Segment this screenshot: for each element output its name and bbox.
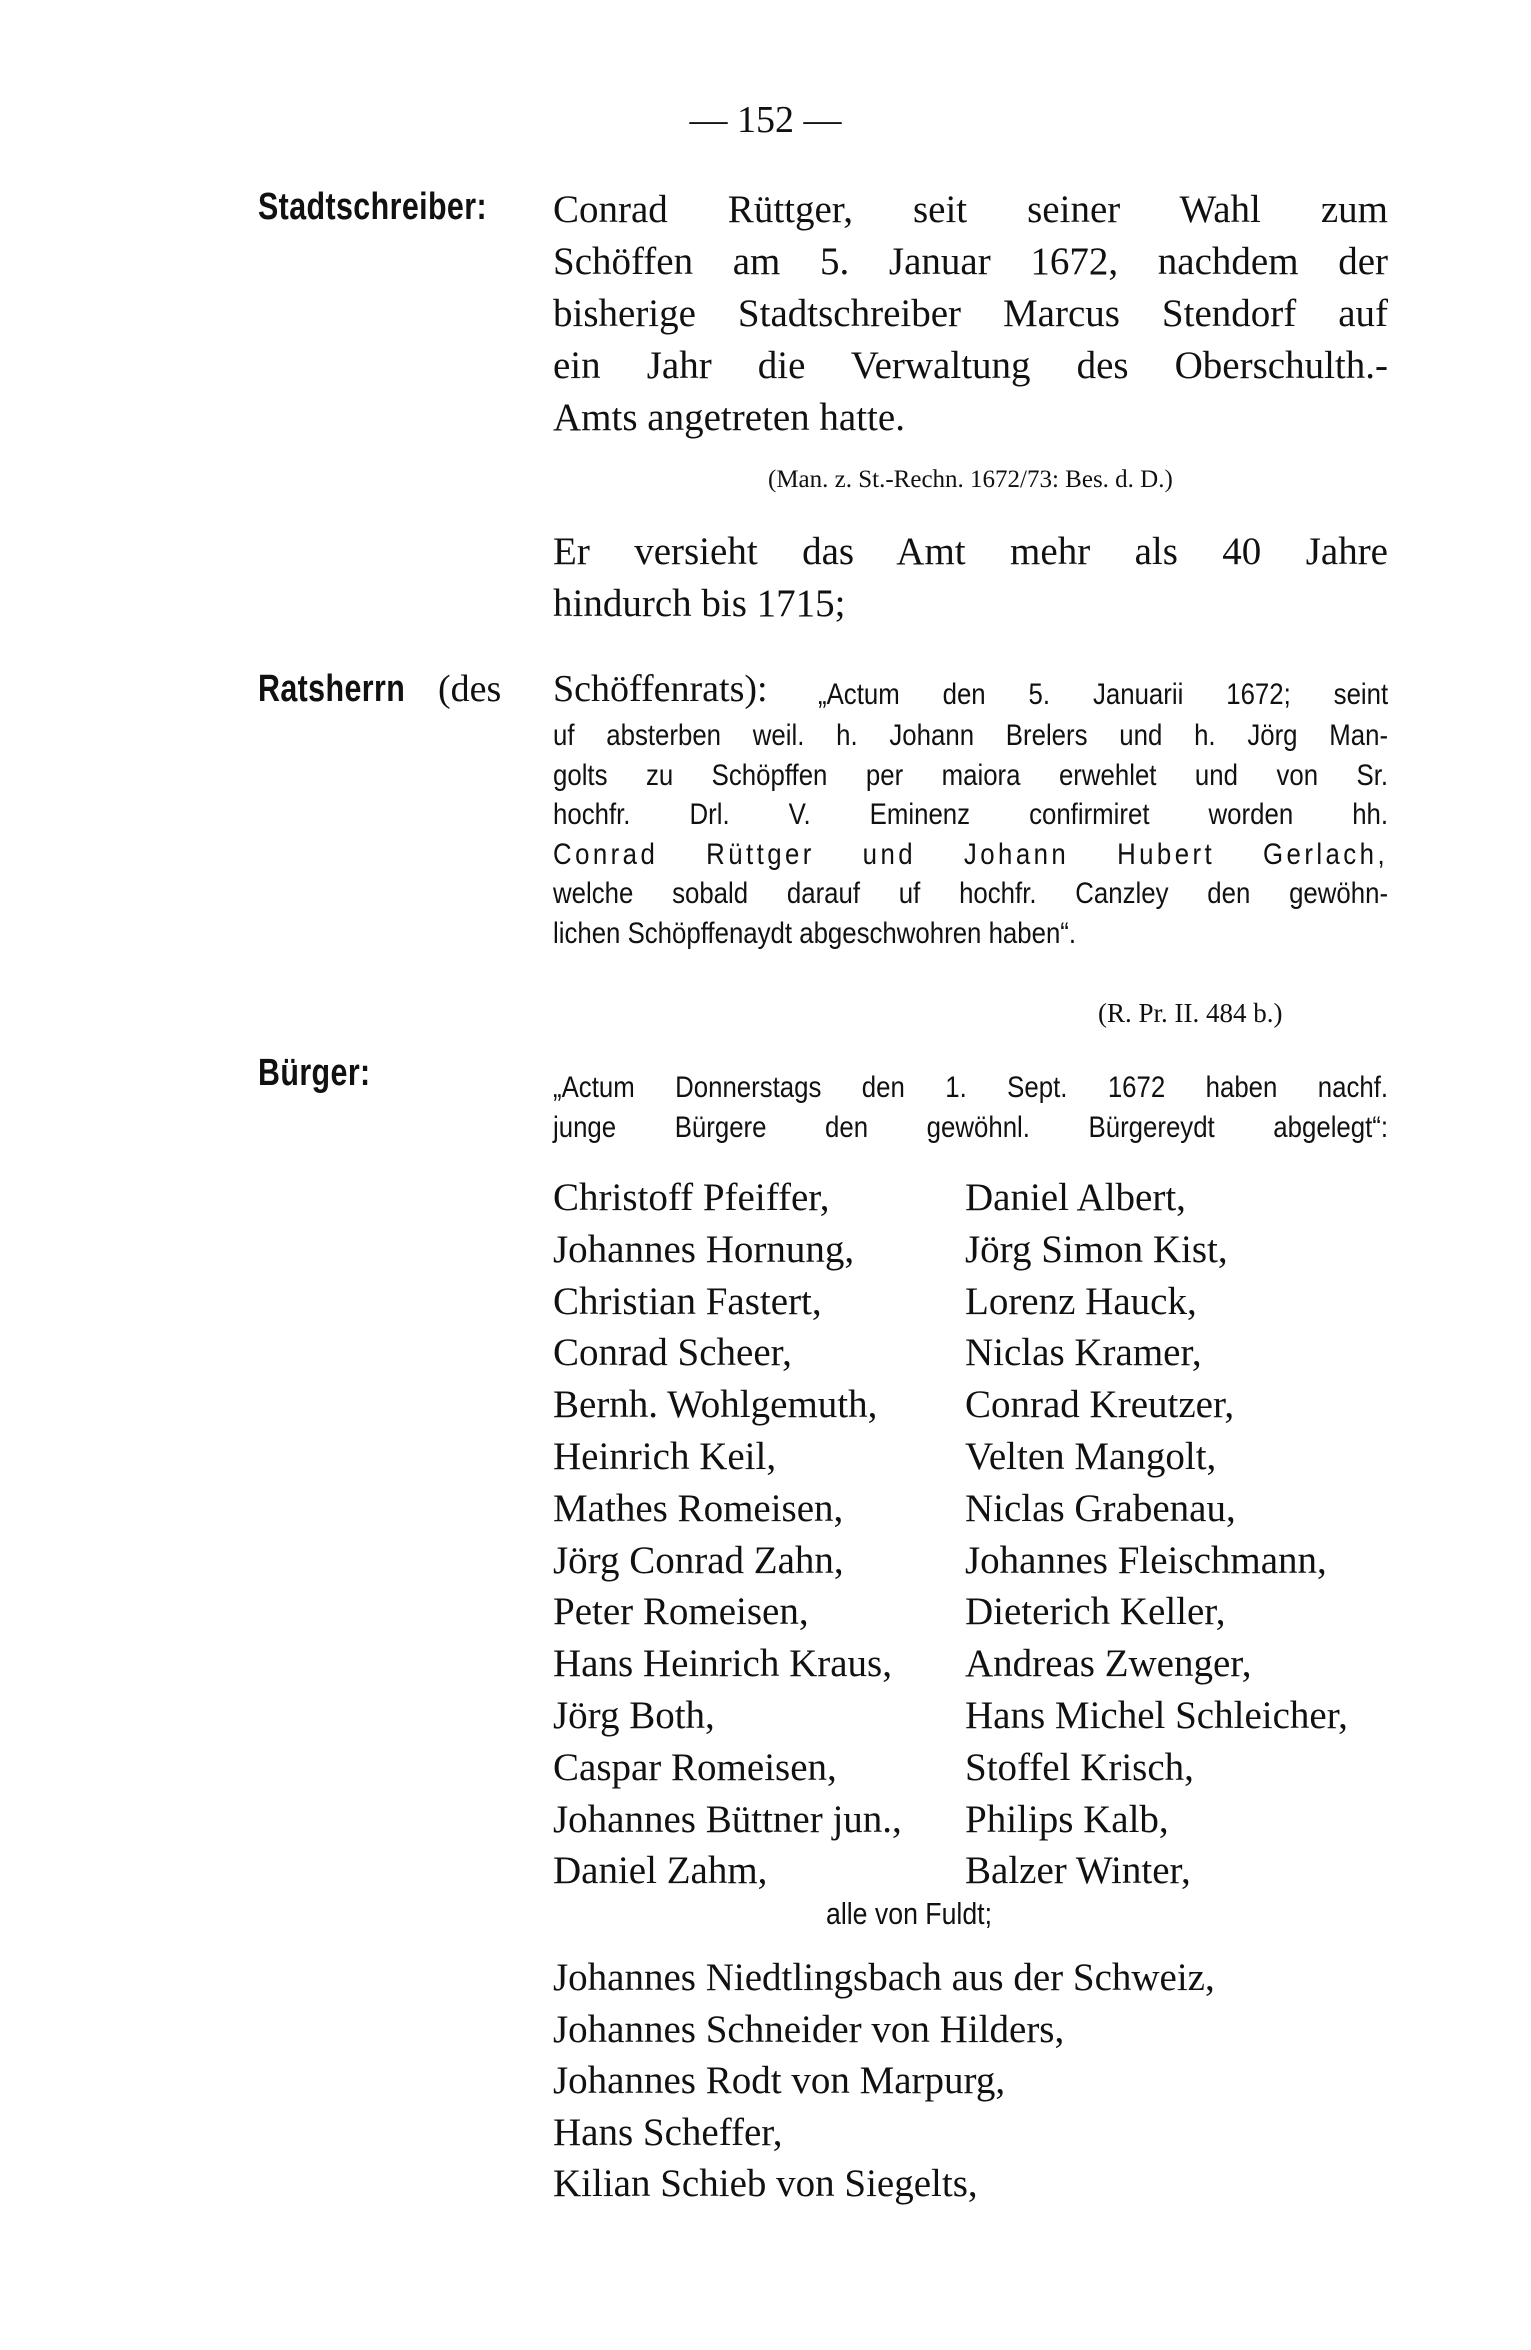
buerger-intro xyxy=(553,1068,1388,1147)
stadtschreiber-label: Stadtschreiber: xyxy=(258,186,487,228)
name-left-3: Christian Fastert, xyxy=(553,1279,822,1323)
ratsherrn-line-5: welche sobald darauf uf hochfr. Canzley den gewöhn- xyxy=(553,877,1389,910)
name-left-13: Johannes Büttner jun., xyxy=(553,1797,902,1841)
name-left-14: Daniel Zahm, xyxy=(553,1849,768,1893)
buerger-names-right xyxy=(965,1172,1348,1897)
buerger-intro-line-1: „Actum Donnerstags den 1. Sept. 1672 haben nachf. xyxy=(553,1071,1389,1104)
stadtschreiber-citation: (Man. z. St.-Rechn. 1672/73: Bes. d. D.) xyxy=(768,466,1173,493)
name-left-8: Jörg Conrad Zahn, xyxy=(553,1538,844,1582)
name-right-1: Daniel Albert, xyxy=(965,1176,1186,1219)
other-name-1: Johannes Niedtlingsbach aus der Schweiz, xyxy=(553,1956,1215,1999)
name-right-3: Lorenz Hauck, xyxy=(965,1279,1197,1323)
ratsherrn-paragraph xyxy=(553,716,1388,953)
ratsherrn-first-line-main: Schöffenrats): xyxy=(553,668,768,710)
buerger-other-names xyxy=(553,1952,1215,2210)
name-left-5: Bernh. Wohlgemuth, xyxy=(553,1383,878,1427)
name-right-11: Hans Michel Schleicher, xyxy=(965,1693,1348,1737)
name-right-10: Andreas Zwenger, xyxy=(965,1642,1252,1686)
stadtschreiber-line-2: Schöffen am 5. Januar 1672, nachdem der xyxy=(553,240,1388,283)
stadtschreiber-line-3: bisherige Stadtschreiber Marcus Stendorf auf xyxy=(553,292,1388,335)
page-number: — 152 — xyxy=(689,99,842,141)
name-right-14: Balzer Winter, xyxy=(965,1849,1191,1893)
stadtschreiber-paragraph-2 xyxy=(553,526,1388,630)
name-right-12: Stoffel Krisch, xyxy=(965,1745,1194,1789)
other-name-4: Hans Scheffer, xyxy=(553,2110,783,2154)
from-fulda-note: alle von Fuldt; xyxy=(826,1896,992,1931)
ratsherrn-citation: (R. Pr. II. 484 b.) xyxy=(1098,998,1283,1028)
stadtschreiber-line-4: ein Jahr die Verwaltung des Oberschulth.- xyxy=(553,344,1388,387)
ratsherrn-label: Ratsherrn xyxy=(258,668,406,710)
name-right-13: Philips Kalb, xyxy=(965,1797,1169,1841)
stadtschreiber-line-1: Conrad Rüttger, seit seiner Wahl zum xyxy=(553,188,1388,231)
other-name-5: Kilian Schieb von Siegelts, xyxy=(553,2162,978,2205)
name-left-12: Caspar Romeisen, xyxy=(553,1745,837,1789)
name-left-7: Mathes Romeisen, xyxy=(553,1486,844,1530)
other-name-3: Johannes Rodt von Marpurg, xyxy=(553,2059,1006,2102)
ratsherrn-line-3: hochfr. Drl. V. Eminenz confirmiret worden hh. xyxy=(553,798,1389,831)
ratsherrn-line-2: golts zu Schöpffen per maiora erwehlet und von Sr. xyxy=(553,758,1389,792)
ratsherrn-line-6: lichen Schöpffenaydt abgeschwohren haben“. xyxy=(553,916,1077,950)
ratsherrn-first-line-rest-wrap xyxy=(818,675,1388,715)
name-left-4: Conrad Scheer, xyxy=(553,1331,792,1375)
ratsherrn-label-suffix: (des xyxy=(438,668,502,710)
name-right-6: Velten Mangolt, xyxy=(965,1434,1217,1478)
name-left-6: Heinrich Keil, xyxy=(553,1434,777,1478)
ratsherrn-line-4: Conrad Rüttger und Johann Hubert Gerlach, xyxy=(553,837,1389,871)
name-left-2: Johannes Hornung, xyxy=(553,1227,855,1271)
stadtschreiber-para2-line-1: Er versieht das Amt mehr als 40 Jahre xyxy=(553,530,1388,573)
name-right-5: Conrad Kreutzer, xyxy=(965,1383,1235,1427)
name-right-9: Dieterich Keller, xyxy=(965,1590,1226,1634)
other-name-2: Johannes Schneider von Hilders, xyxy=(553,2007,1065,2051)
stadtschreiber-paragraph xyxy=(553,184,1388,444)
name-left-1: Christoff Pfeiffer, xyxy=(553,1176,830,1219)
buerger-intro-line-2: junge Bürgere den gewöhnl. Bürgereydt abgelegt“: xyxy=(553,1110,1389,1144)
name-right-7: Niclas Grabenau, xyxy=(965,1486,1236,1530)
name-right-4: Niclas Kramer, xyxy=(965,1331,1202,1375)
name-left-10: Hans Heinrich Kraus, xyxy=(553,1642,892,1686)
ratsherrn-line-1: uf absterben weil. h. Johann Brelers und h. Jörg Man- xyxy=(553,719,1389,752)
name-right-2: Jörg Simon Kist, xyxy=(965,1227,1228,1271)
buerger-names-left xyxy=(553,1172,902,1897)
stadtschreiber-line-5: Amts angetreten hatte. xyxy=(553,396,905,439)
ratsherrn-first-line-rest: „Actum den 5. Januarii 1672; seint xyxy=(818,678,1389,711)
stadtschreiber-para2-line-2: hindurch bis 1715; xyxy=(553,582,846,625)
name-left-9: Peter Romeisen, xyxy=(553,1590,809,1634)
name-right-8: Johannes Fleischmann, xyxy=(965,1538,1327,1582)
name-left-11: Jörg Both, xyxy=(553,1693,715,1737)
buerger-label: Bürger: xyxy=(258,1052,371,1094)
